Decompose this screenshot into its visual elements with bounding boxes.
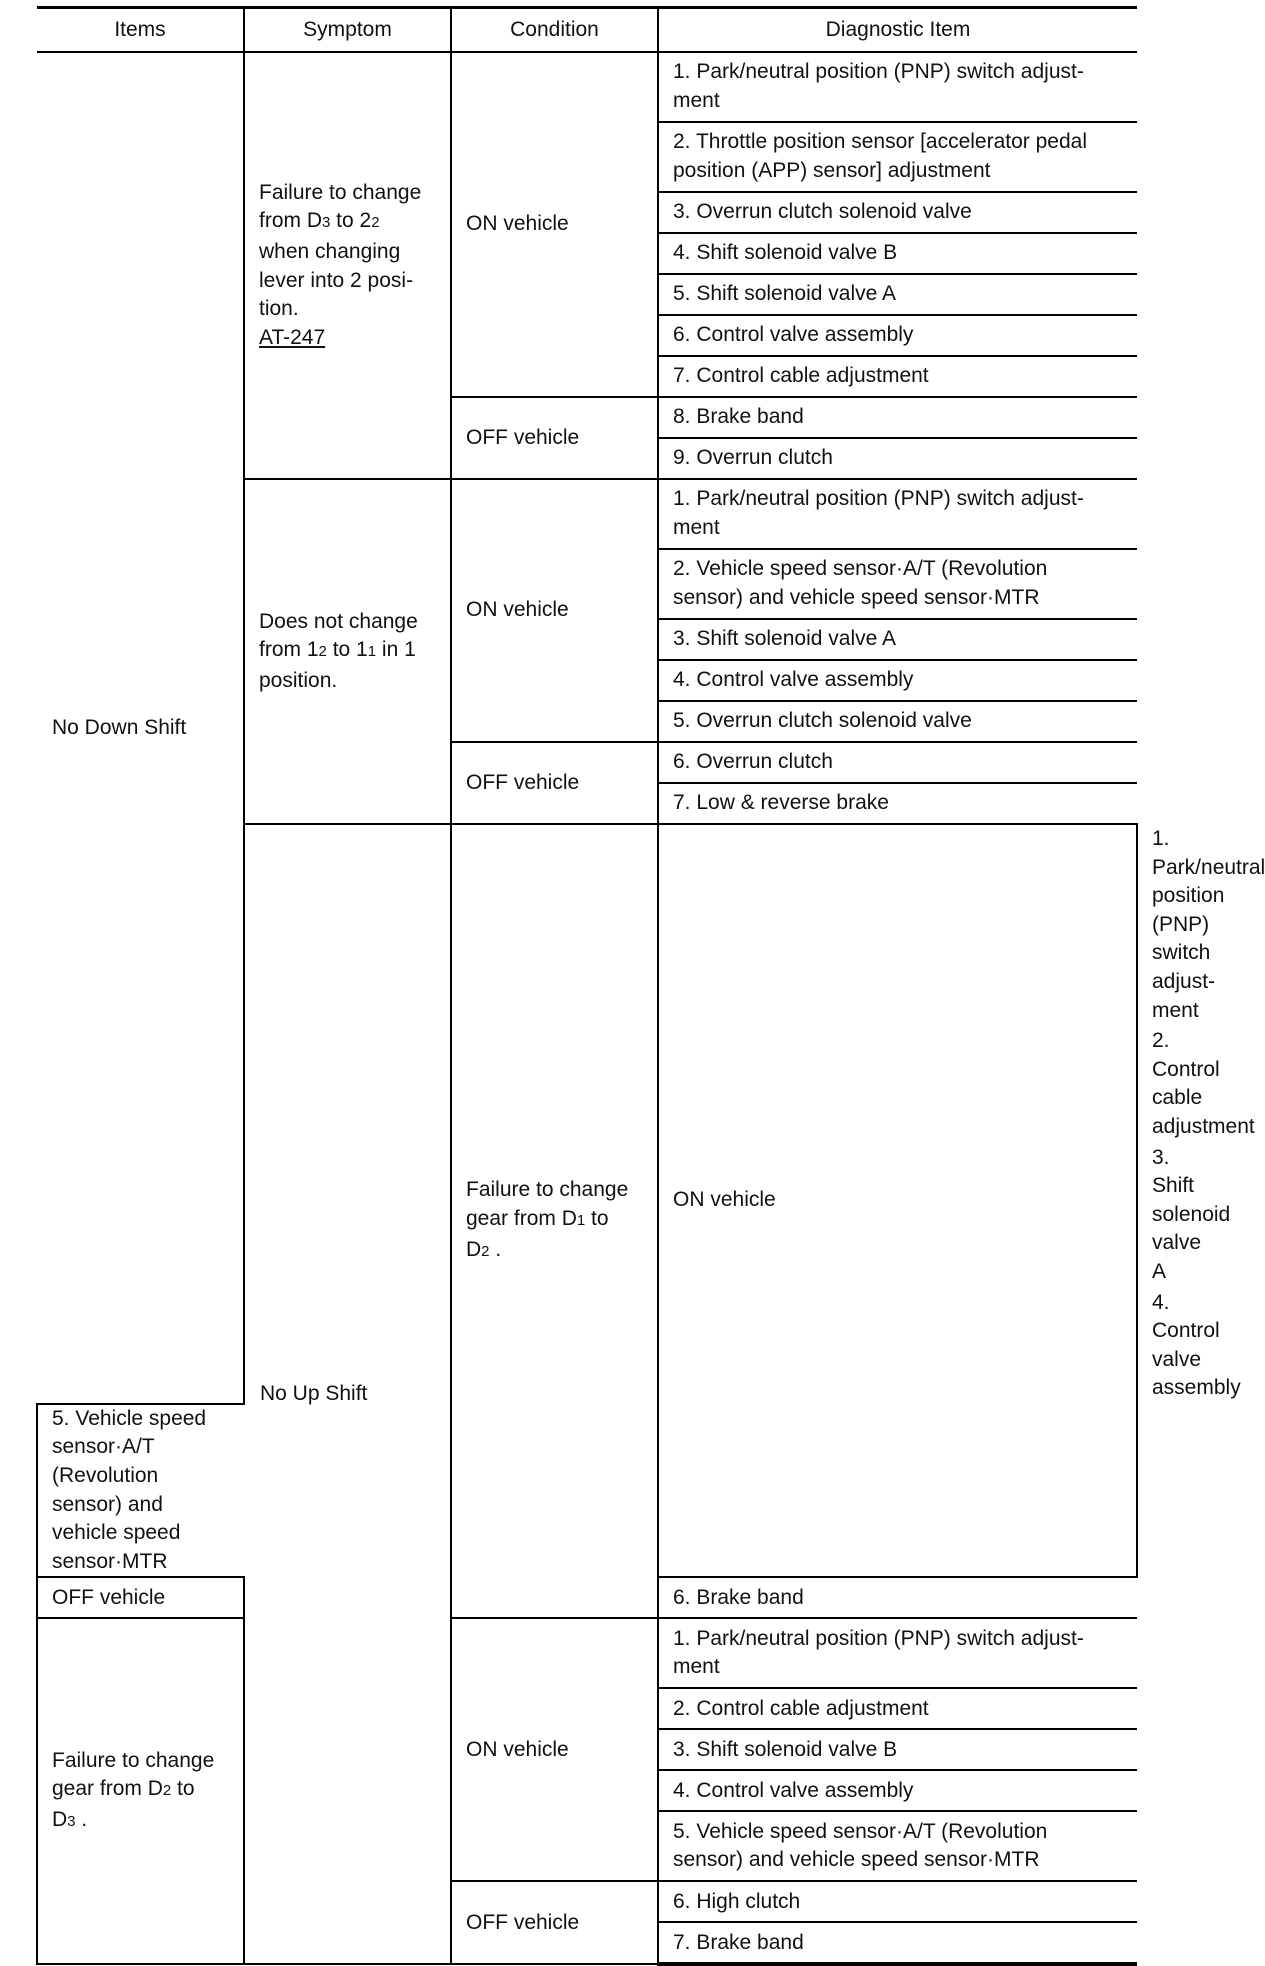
table-row: 4. Control valve assembly — [1152, 1290, 1241, 1400]
diagnostic-item: 2. Vehicle speed sensor·A/T (Revolution sensor) and vehicle speed sensor·MTR — [658, 549, 1137, 619]
table-row — [37, 52, 1137, 122]
diagnostic-item: 5. Vehicle speed sensor·A/T (Revolution sensor) and vehicle speed sensor·MTR — [37, 1404, 244, 1578]
diagnostic-item: 1. Park/neutral position (PNP) switch adjust-ment — [658, 52, 1137, 122]
condition-cell: ON vehicle — [451, 52, 658, 397]
diagnostic-item: 4. Control valve assembly — [658, 660, 1137, 701]
condition-cell: ON vehicle — [658, 824, 1137, 1577]
diagnostic-item: 6. Overrun clutch — [658, 742, 1137, 783]
diagnostic-item: 4. Shift solenoid valve B — [658, 233, 1137, 274]
at-247-link[interactable]: AT-247 — [259, 325, 326, 349]
diagnostic-item: 6. Control valve assembly — [658, 315, 1137, 356]
diagnosis-table — [36, 6, 1265, 1966]
symptom-cell: Does not change from 12 to 11 in 1 position. — [244, 479, 451, 824]
diagnostic-item: 3. Shift solenoid valve A — [658, 619, 1137, 660]
diagnostic-item: 5. Vehicle speed sensor·A/T (Revolution sensor) and vehicle speed sensor·MTR — [658, 1811, 1137, 1881]
table-row: No Up Shift Failure to change gear from D1 to D2 . ON vehicle 1. Park/neutral position (PNP) switch adjust-ment — [37, 824, 1137, 1026]
diagnostic-item: 1. Park/neutral position (PNP) switch adjust-ment — [658, 1618, 1137, 1688]
diagnostic-item: 5. Overrun clutch solenoid valve — [658, 701, 1137, 742]
header-row — [37, 8, 1137, 53]
diagnostic-item: 1. Park/neutral position (PNP) switch adjust-ment — [658, 479, 1137, 549]
diagnostic-item: 7. Low & reverse brake — [658, 783, 1137, 824]
header-symptom: Symptom — [244, 8, 451, 53]
table-row: 3. Shift solenoid valve A — [1152, 1145, 1231, 1283]
table-row: 2. Control cable adjustment — [1152, 1029, 1255, 1138]
diagnostic-item: 5. Shift solenoid valve A — [658, 274, 1137, 315]
symptom-cell: Failure to change gear from D1 to D2 . — [451, 824, 658, 1618]
header-items: Items — [37, 8, 244, 53]
diagnostic-item: 3. Overrun clutch solenoid valve — [658, 192, 1137, 233]
diagnostic-item: 4. Control valve assembly — [658, 1770, 1137, 1811]
item-no-up-shift: No Up Shift — [244, 824, 451, 1964]
diagnostic-item: 2. Control cable adjustment — [658, 1688, 1137, 1729]
diagnostic-item: 7. Control cable adjustment — [658, 356, 1137, 397]
condition-cell: ON vehicle — [451, 479, 658, 742]
condition-cell: OFF vehicle — [37, 1577, 244, 1618]
diagnostic-item: 6. Brake band — [658, 1577, 1137, 1618]
condition-cell: OFF vehicle — [451, 397, 658, 479]
table-row — [37, 1618, 1137, 1688]
symptom-cell: Failure to change gear from D2 to D3 . — [37, 1618, 244, 1964]
diagnostic-item: 9. Overrun clutch — [658, 438, 1137, 479]
header-diagnostic-item: Diagnostic Item — [658, 8, 1137, 53]
condition-cell: ON vehicle — [451, 1618, 658, 1881]
condition-cell: OFF vehicle — [451, 742, 658, 824]
symptom-cell: Failure to change from D3 to 22 when changing lever into 2 posi- tion. AT-247 — [244, 52, 451, 479]
diagnostic-item: 6. High clutch — [658, 1881, 1137, 1922]
diagnostic-item: 8. Brake band — [658, 397, 1137, 438]
diagnostic-item: 3. Shift solenoid valve B — [658, 1729, 1137, 1770]
diagnostic-item: 7. Brake band — [658, 1922, 1137, 1964]
diagnostic-item: 2. Throttle position sensor [accelerator pedal position (APP) sensor] adjustment — [658, 122, 1137, 192]
header-condition: Condition — [451, 8, 658, 53]
condition-cell: OFF vehicle — [451, 1881, 658, 1964]
item-no-down-shift: No Down Shift — [37, 52, 244, 1404]
